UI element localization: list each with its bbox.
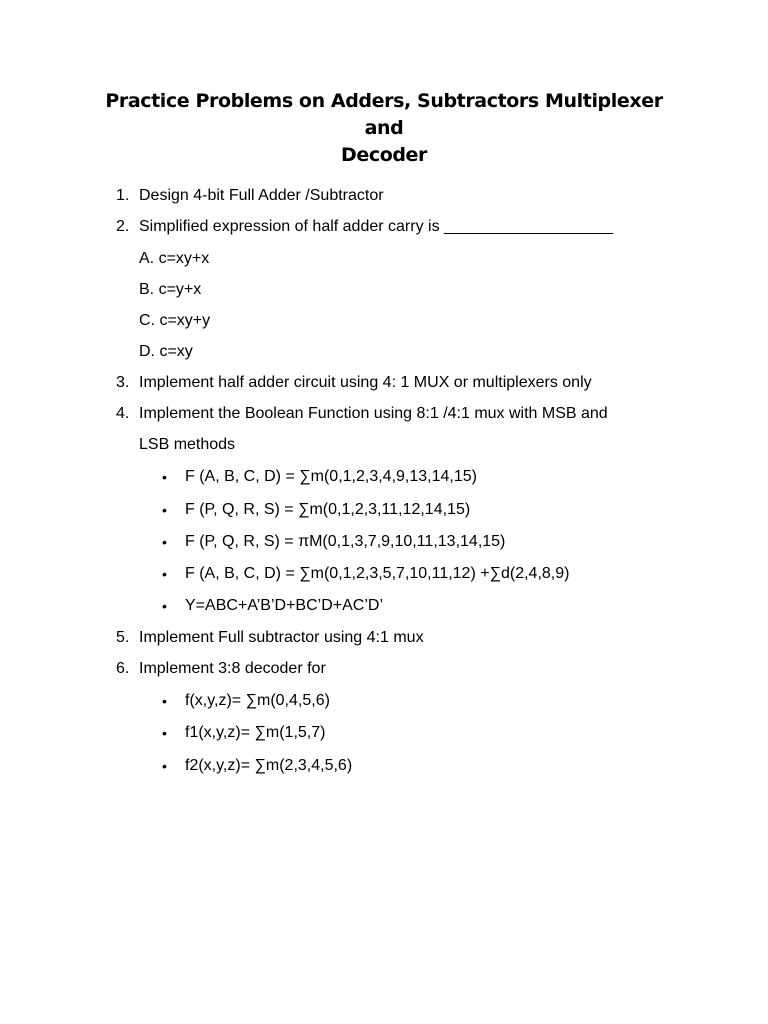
bullet-icon: • [162, 534, 167, 550]
option-text: D. c=xy [139, 343, 193, 360]
bullet-text: F (A, B, C, D) = ∑m(0,1,2,3,5,7,10,11,12) +∑d(2,4,8,9) [185, 565, 570, 582]
question-text: Implement the Boolean Function using 8:1 /4:1 mux with MSB and [139, 405, 608, 422]
bullet-text: F (P, Q, R, S) = ∑m(0,1,2,3,11,12,14,15) [185, 501, 471, 518]
bullet-text: f(x,y,z)= ∑m(0,4,5,6) [185, 692, 330, 709]
bullet-icon: • [162, 758, 167, 774]
question-text: Simplified expression of half adder carry is ___________________ [139, 218, 614, 235]
question-text: Implement half adder circuit using 4: 1 MUX or multiplexers only [139, 374, 592, 391]
bullet-icon: • [162, 598, 167, 614]
question-text: Design 4-bit Full Adder /Subtractor [139, 187, 384, 204]
question-text: LSB methods [139, 436, 236, 453]
question-number: 4. [116, 405, 130, 422]
question-text: Implement Full subtractor using 4:1 mux [139, 629, 424, 646]
bullet-text: Y=ABC+A’B’D+BC’D+AC’D’ [185, 597, 383, 614]
question-text: Implement 3:8 decoder for [139, 660, 326, 677]
option-text: A. c=xy+x [139, 250, 210, 267]
bullet-icon: • [162, 469, 167, 485]
title-line-2: Decoder [340, 144, 428, 166]
option-text: B. c=y+x [139, 281, 202, 298]
bullet-icon: • [162, 502, 167, 518]
bullet-icon: • [162, 566, 167, 582]
question-number: 6. [116, 660, 130, 677]
question-number: 1. [116, 187, 130, 204]
bullet-text: F (A, B, C, D) = ∑m(0,1,2,3,4,9,13,14,15) [185, 468, 477, 485]
page-title [90, 88, 678, 169]
bullet-text: F (P, Q, R, S) = πM(0,1,3,7,9,10,11,13,14,15) [185, 533, 506, 550]
bullet-icon: • [162, 725, 167, 741]
question-number: 5. [116, 629, 130, 646]
bullet-text: f2(x,y,z)= ∑m(2,3,4,5,6) [185, 757, 353, 774]
bullet-icon: • [162, 693, 167, 709]
question-number: 3. [116, 374, 130, 391]
option-text: C. c=xy+y [139, 312, 211, 329]
title-line-1: Practice Problems on Adders, Subtractors Multiplexer and [105, 90, 663, 139]
question-number: 2. [116, 218, 130, 235]
bullet-text: f1(x,y,z)= ∑m(1,5,7) [185, 724, 326, 741]
